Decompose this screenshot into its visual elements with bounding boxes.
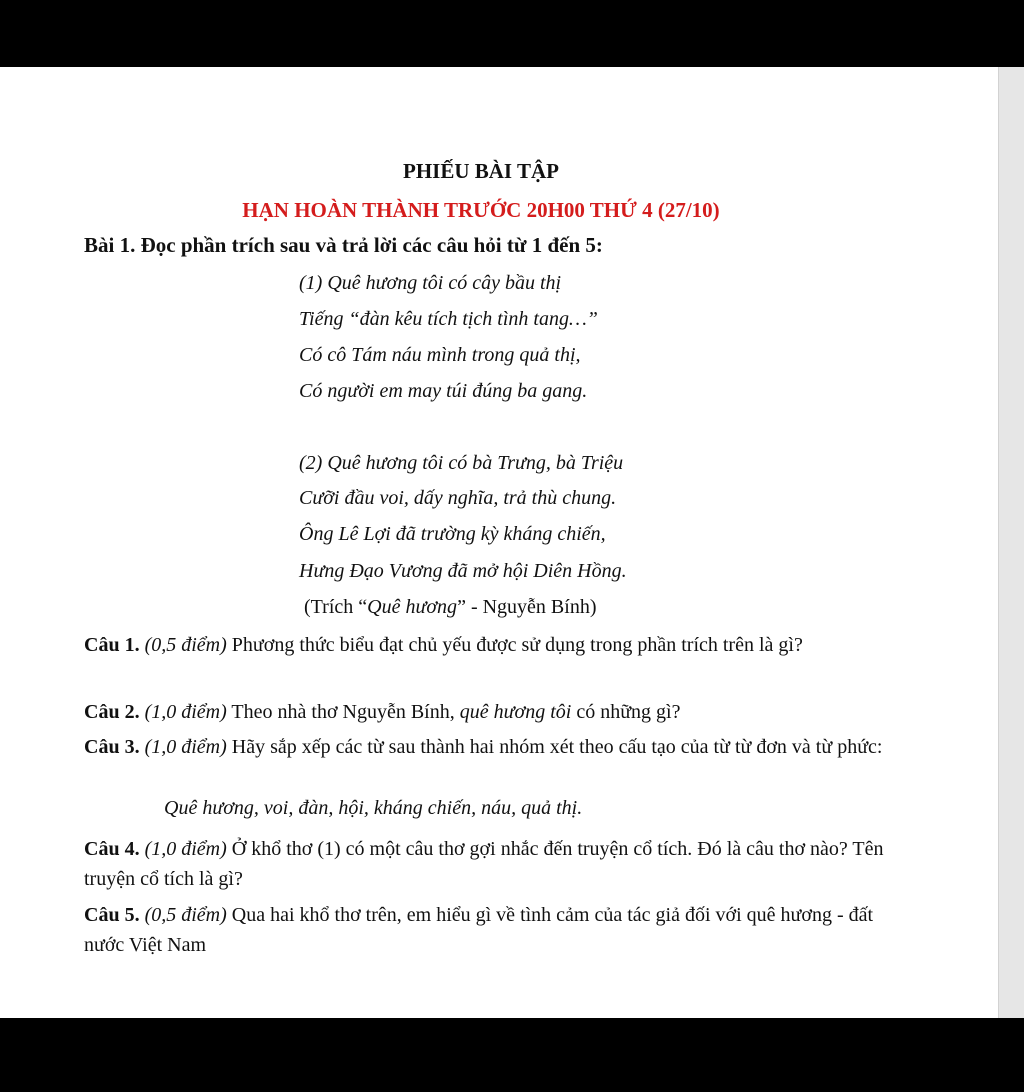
question-text: có những gì? (571, 701, 681, 723)
poem-line: Có cô Tám náu mình trong quả thị, (299, 344, 581, 366)
question-label: Câu 5. (84, 904, 140, 926)
question-label: Câu 2. (84, 701, 140, 723)
deadline-heading: HẠN HOÀN THÀNH TRƯỚC 20H00 THỨ 4 (27/10) (242, 198, 720, 222)
question-points: (0,5 điểm) (144, 634, 227, 656)
question-text: Ở khổ thơ (1) có một câu thơ gợi nhắc đến truyện cổ tích. Đó là câu thơ nào? Tên truyện cổ tích là gì? (84, 838, 884, 890)
poem-line: (2) Quê hương tôi có bà Trưng, bà Triệu (299, 452, 624, 474)
question-points: (1,0 điểm) (144, 838, 227, 860)
poem-line: (1) Quê hương tôi có cây bầu thị (299, 272, 562, 294)
worksheet-title: PHIẾU BÀI TẬP (403, 159, 559, 183)
question-2 (84, 697, 884, 727)
poem-line: Hưng Đạo Vương đã mở hội Diên Hồng. (299, 560, 627, 582)
question-text: Hãy sắp xếp các từ sau thành hai nhóm xét theo cấu tạo của từ từ đơn và từ phức: (226, 736, 883, 758)
question-points: (1,0 điểm) (144, 736, 227, 758)
question-text: Phương thức biểu đạt chủ yếu được sử dụng trong phần trích trên là gì? (226, 634, 803, 656)
poem-line: Ông Lê Lợi đã trường kỳ kháng chiến, (299, 523, 606, 545)
bottom-black-bar (0, 1018, 1024, 1092)
source-title: Quê hương (367, 596, 458, 618)
question-5 (84, 900, 884, 960)
question-points: (0,5 điểm) (144, 904, 227, 926)
poem-line: Có người em may túi đúng ba gang. (299, 380, 588, 402)
document-page (0, 67, 998, 1018)
question-points: (1,0 điểm) (144, 701, 227, 723)
source-suffix: ” - Nguyễn Bính) (457, 596, 597, 618)
question-4 (84, 834, 884, 894)
source-prefix: (Trích “ (304, 596, 368, 618)
exercise-heading: Bài 1. Đọc phần trích sau và trả lời các câu hỏi từ 1 đến 5: (84, 233, 603, 257)
poem-source (304, 596, 596, 619)
poem-line: Cưỡi đầu voi, dấy nghĩa, trả thù chung. (299, 487, 617, 509)
top-black-bar (0, 0, 1024, 67)
question-label: Câu 1. (84, 634, 140, 656)
question-3 (84, 732, 884, 762)
poem-line: Tiếng “đàn kêu tích tịch tình tang…” (299, 308, 598, 330)
question-text-italic: quê hương tôi (459, 701, 572, 723)
question-text: Theo nhà thơ Nguyễn Bính, (226, 701, 460, 723)
question-label: Câu 4. (84, 838, 140, 860)
question-label: Câu 3. (84, 736, 140, 758)
question-text: Qua hai khổ thơ trên, em hiểu gì về tình cảm của tác giả đối với quê hương - đất nước Việt Nam (84, 904, 874, 956)
word-list: Quê hương, voi, đàn, hội, kháng chiến, náu, quả thị. (164, 797, 583, 819)
vertical-scrollbar[interactable] (998, 67, 1024, 1018)
question-1 (84, 630, 884, 660)
